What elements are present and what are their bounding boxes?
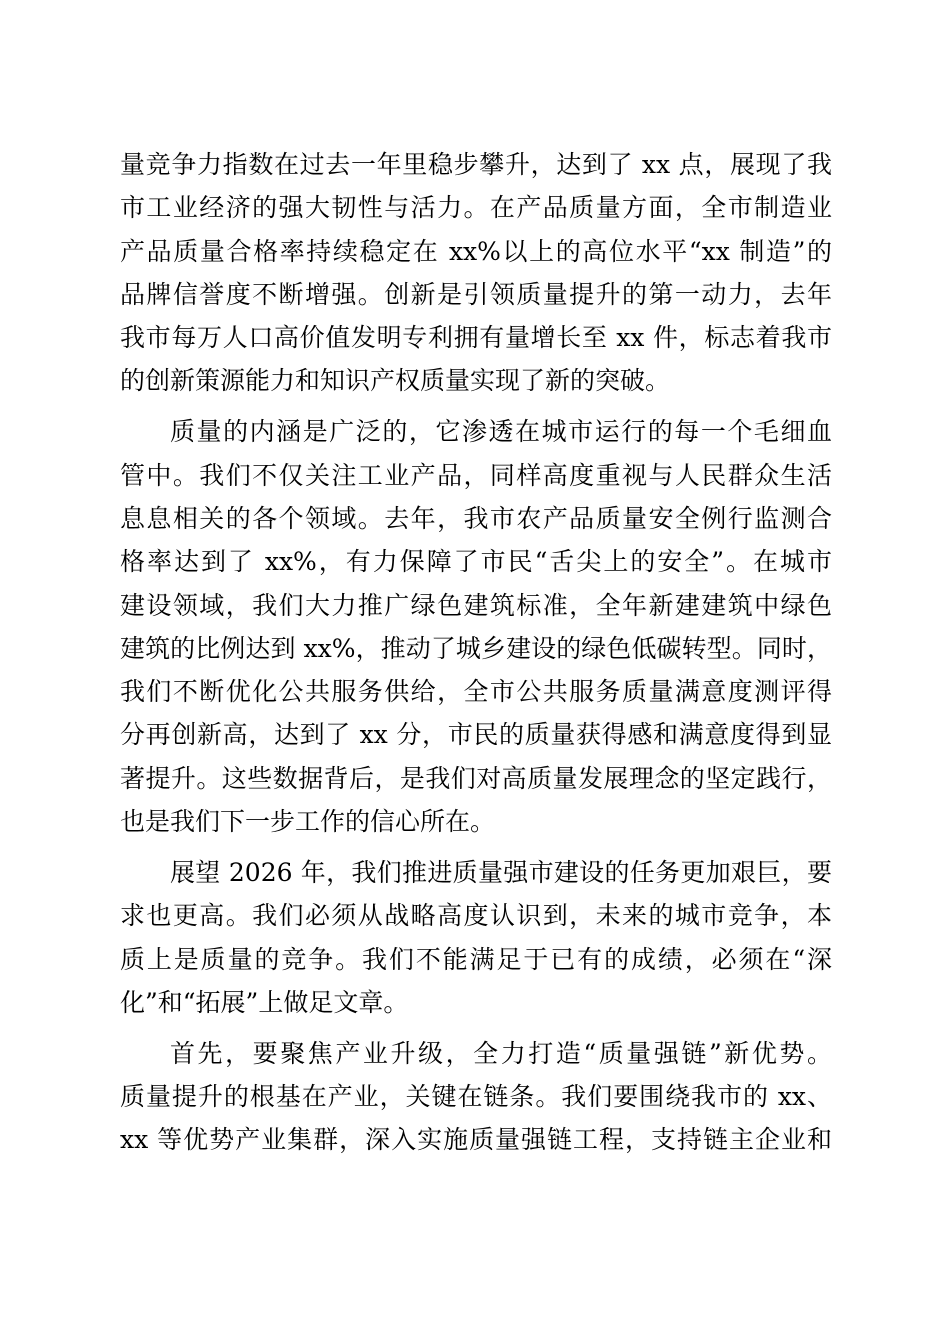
text-line: 质量的内涵是广泛的，它渗透在城市运行的每一个毛细血 — [170, 417, 832, 447]
text-line: 质上是质量的竞争。我们不能满足于已有的成绩，必须在“深 — [120, 944, 832, 974]
text-line: 化”和“拓展”上做足文章。 — [120, 987, 409, 1017]
text-line: 也是我们下一步工作的信心所在。 — [120, 807, 496, 837]
text-line: 质量提升的根基在产业，关键在链条。我们要围绕我市的 xx、 — [120, 1082, 832, 1112]
text-line: 分再创新高，达到了 xx 分，市民的质量获得感和满意度得到显 — [120, 720, 832, 750]
text-line: xx 等优势产业集群，深入实施质量强链工程，支持链主企业和 — [120, 1125, 832, 1155]
text-line: 市工业经济的强大韧性与活力。在产品质量方面，全市制造业 — [120, 193, 832, 223]
text-line: 量竞争力指数在过去一年里稳步攀升，达到了 xx 点，展现了我 — [120, 150, 832, 179]
paragraph-3 — [120, 851, 832, 1024]
paragraph-4 — [120, 1032, 832, 1162]
text-line: 建筑的比例达到 xx%，推动了城乡建设的绿色低碳转型。同时， — [120, 633, 832, 663]
text-line: 我们不断优化公共服务供给，全市公共服务质量满意度测评得 — [120, 677, 832, 707]
text-line: 产品质量合格率持续稳定在 xx%以上的高位水平“xx 制造”的 — [120, 236, 832, 266]
text-line: 著提升。这些数据背后，是我们对高质量发展理念的坚定践行， — [120, 763, 832, 793]
text-line: 展望 2026 年，我们推进质量强市建设的任务更加艰巨，要 — [170, 857, 832, 887]
paragraph-1 — [120, 143, 832, 403]
document-body — [120, 143, 832, 1162]
text-line: 息息相关的各个领域。去年，我市农产品质量安全例行监测合 — [120, 503, 832, 533]
text-line: 建设领域，我们大力推广绿色建筑标准，全年新建建筑中绿色 — [120, 590, 832, 620]
paragraph-2 — [120, 410, 832, 843]
text-line: 的创新策源能力和知识产权质量实现了新的突破。 — [120, 366, 671, 396]
text-line: 我市每万人口高价值发明专利拥有量增长至 xx 件，标志着我市 — [120, 323, 832, 353]
text-line: 管中。我们不仅关注工业产品，同样高度重视与人民群众生活 — [120, 460, 832, 490]
text-line: 求也更高。我们必须从战略高度认识到，未来的城市竞争，本 — [120, 901, 832, 931]
text-line: 品牌信誉度不断增强。创新是引领质量提升的第一动力，去年 — [120, 279, 832, 309]
text-line: 格率达到了 xx%，有力保障了市民“舌尖上的安全”。在城市 — [120, 547, 832, 577]
text-line: 首先，要聚焦产业升级，全力打造“质量强链”新优势。 — [170, 1038, 832, 1068]
